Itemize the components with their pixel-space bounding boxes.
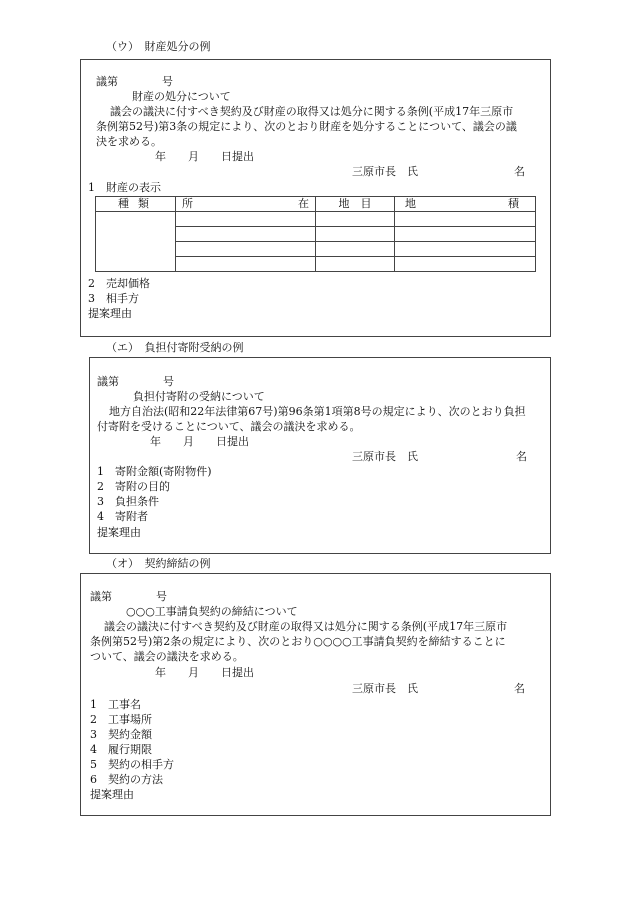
submission-date: 年 月 日提出 — [150, 435, 249, 448]
table-header-row — [96, 197, 536, 212]
mayor-label: 三原市長 氏 — [352, 450, 418, 463]
table-cell — [176, 242, 316, 257]
bill-number: 議第 号 — [96, 75, 173, 88]
table-cell — [316, 257, 395, 272]
submission-date: 年 月 日提出 — [155, 150, 254, 163]
bill-number: 議第 号 — [97, 375, 174, 388]
col-header-type: 種 類 — [96, 197, 176, 212]
body-line-2: 条例第52号)第3条の規定により、次のとおり財産を処分することについて、議会の議 — [96, 120, 517, 133]
mayor-label: 三原市長 氏 — [352, 165, 418, 178]
bill-number: 議第 号 — [90, 590, 167, 603]
table-cell — [176, 212, 316, 227]
body-line-1: 議会の議決に付すべき契約及び財産の取得又は処分に関する条例(平成17年三原市 — [110, 105, 514, 118]
proposal-reason: 提案理由 — [97, 526, 141, 539]
section-heading-contract: （オ） 契約締結の例 — [106, 557, 211, 570]
body-line-1: 議会の議決に付すべき契約及び財産の取得又は処分に関する条例(平成17年三原市 — [104, 620, 508, 633]
table-cell — [395, 257, 536, 272]
body-line-3: ついて、議会の議決を求める。 — [90, 650, 244, 663]
form-box-donation — [89, 357, 551, 554]
property-table — [95, 196, 536, 272]
table-cell — [395, 227, 536, 242]
form-box-disposal — [80, 59, 551, 337]
bill-title: ○○○工事請負契約の締結について — [126, 605, 298, 618]
col-header-location: 所 在 — [176, 197, 316, 212]
table-cell — [176, 227, 316, 242]
table-cell — [395, 242, 536, 257]
col-header-area: 地 積 — [395, 197, 536, 212]
bill-title: 財産の処分について — [132, 90, 231, 103]
table-row — [96, 212, 536, 227]
item-donation-amount: 1 寄附金額(寄附物件) — [97, 465, 212, 478]
item-work-location: 2 工事場所 — [90, 713, 152, 726]
submission-date: 年 月 日提出 — [155, 666, 254, 679]
form-box-contract — [80, 573, 551, 816]
proposal-reason: 提案理由 — [90, 788, 134, 801]
item-donor: 4 寄附者 — [97, 510, 148, 523]
table-cell — [96, 212, 176, 272]
item-conditions: 3 負担条件 — [97, 495, 159, 508]
bill-title: 負担付寄附の受納について — [133, 390, 265, 403]
item-contract-amount: 3 契約金額 — [90, 728, 152, 741]
mayor-name-label: 名 — [514, 165, 525, 178]
body-line-2: 付寄附を受けることについて、議会の議決を求める。 — [97, 420, 361, 433]
section-heading-donation: （エ） 負担付寄附受納の例 — [106, 341, 244, 354]
mayor-name-label: 名 — [516, 450, 527, 463]
table-cell — [176, 257, 316, 272]
proposal-reason: 提案理由 — [88, 307, 132, 320]
section-heading-disposal: （ウ） 財産処分の例 — [106, 40, 211, 53]
item-work-name: 1 工事名 — [90, 698, 141, 711]
item-sale-price: 2 売却価格 — [88, 277, 150, 290]
col-header-land-category: 地 目 — [316, 197, 395, 212]
table-cell — [316, 227, 395, 242]
item-contract-party: 5 契約の相手方 — [90, 758, 174, 771]
body-line-1: 地方自治法(昭和22年法律第67号)第96条第1項第8号の規定により、次のとおり負担 — [109, 405, 526, 418]
item-property-display: 1 財産の表示 — [88, 181, 161, 194]
table-cell — [316, 212, 395, 227]
item-deadline: 4 履行期限 — [90, 743, 152, 756]
mayor-label: 三原市長 氏 — [352, 682, 418, 695]
item-contract-method: 6 契約の方法 — [90, 773, 163, 786]
table-cell — [395, 212, 536, 227]
mayor-name-label: 名 — [514, 682, 525, 695]
item-donation-purpose: 2 寄附の目的 — [97, 480, 170, 493]
item-counterparty: 3 相手方 — [88, 292, 139, 305]
body-line-2: 条例第52号)第2条の規定により、次のとおり○○○○工事請負契約を締結することに — [90, 635, 506, 648]
table-cell — [316, 242, 395, 257]
body-line-3: 決を求める。 — [96, 135, 162, 148]
